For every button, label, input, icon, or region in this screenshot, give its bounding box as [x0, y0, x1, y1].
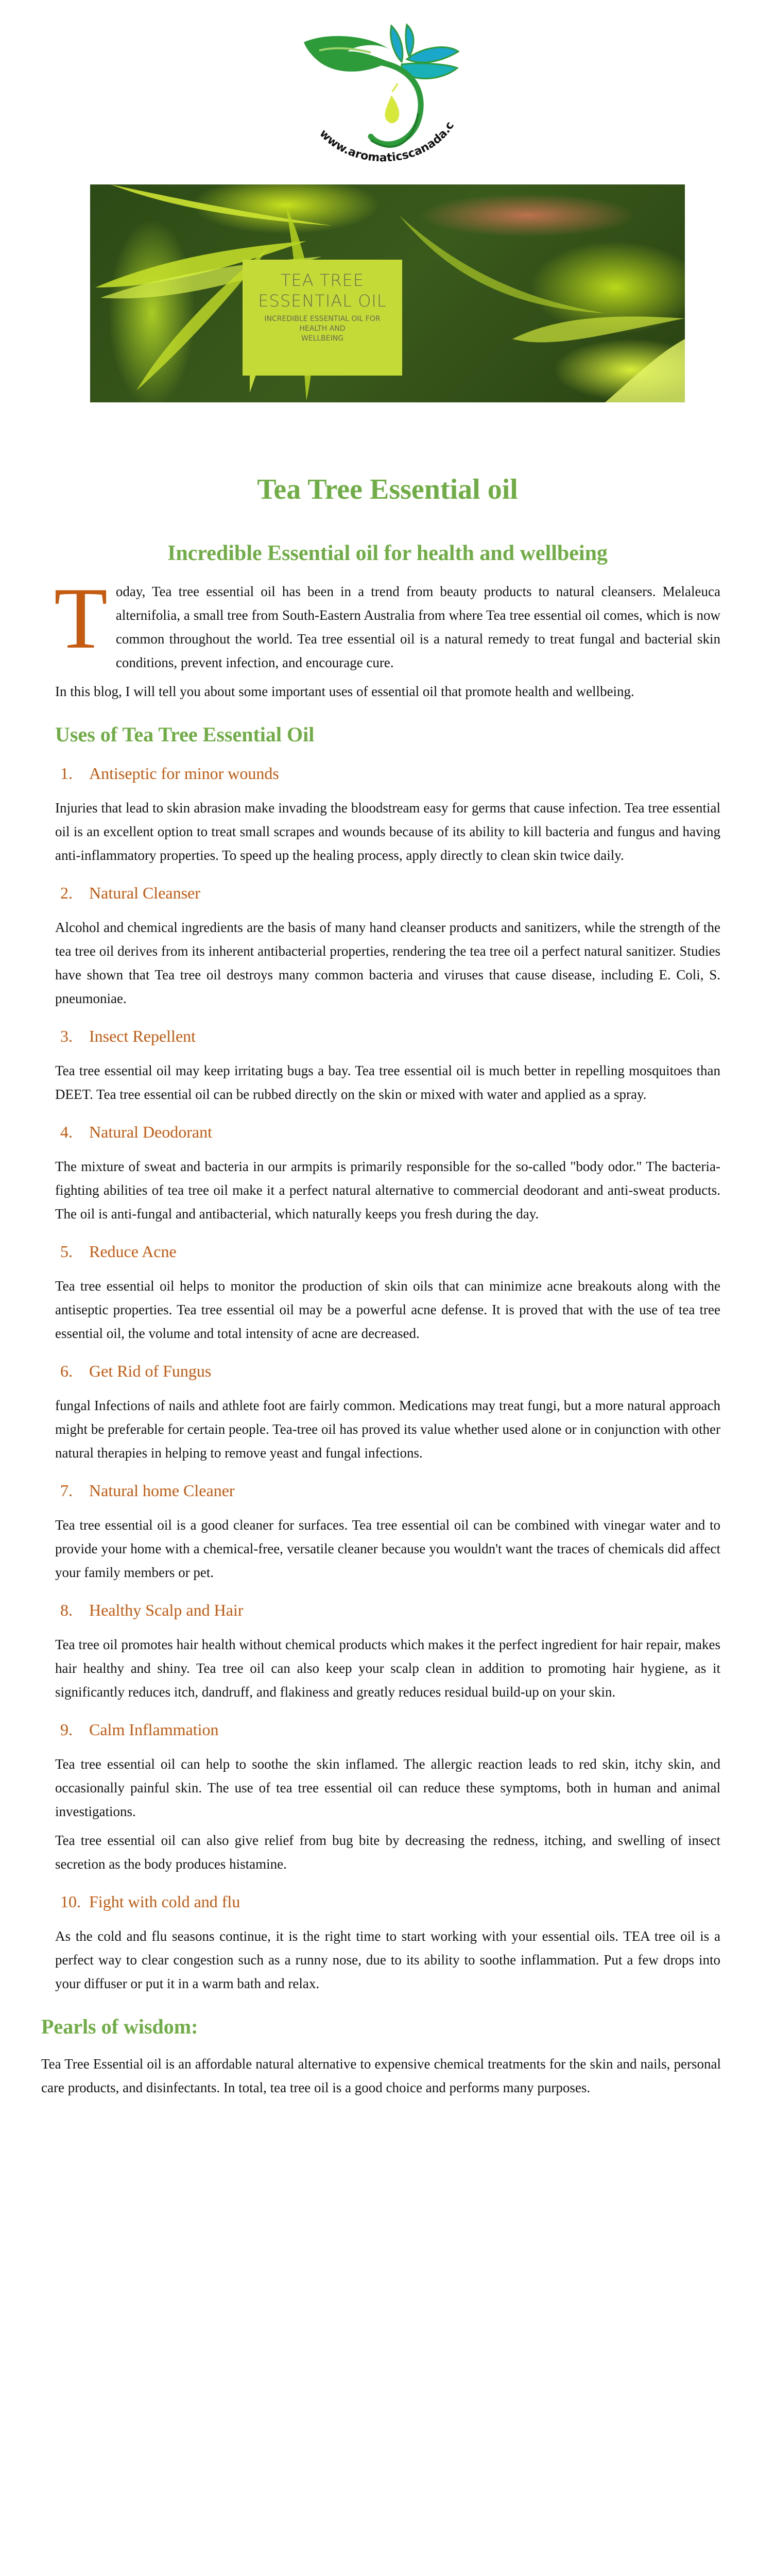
use-item-number: 7.: [60, 1481, 73, 1500]
use-item-heading: [60, 1600, 720, 1620]
use-item-heading: [60, 1122, 720, 1142]
use-item-paragraph: Injuries that lead to skin abrasion make invading the bloodstream easy for germs that cause infection. Tea tree essential oil is an excellent option to treat small scrapes and wounds because of its ability to kill bacteria and fungus and having anti-inflammatory properties. To speed up the healing process, apply directly to clean skin twice daily.: [55, 800, 720, 863]
intro-paragraph-2: In this blog, I will tell you about some important uses of essential oil that promote health and wellbeing.: [55, 684, 634, 699]
pearls-section: [41, 2014, 721, 2099]
use-item-number: 9.: [60, 1720, 73, 1739]
use-item-title: Fight with cold and flu: [89, 1892, 240, 1911]
drop-cap: T: [54, 570, 108, 667]
use-item-number: 2.: [60, 884, 73, 902]
hero-banner-image: [90, 184, 685, 402]
use-item-number: 6.: [60, 1362, 73, 1380]
intro-paragraph-1-text: oday, Tea tree essential oil has been in a trend from beauty products to natural cleansers. Melaleuca alternifolia, a small tree from South-Eastern Australia from where Tea tree essential oil comes, which is now common throughout the world. Tea tree essential oil is a natural remedy to treat fungal and bacterial skin conditions, prevent infection, and encourage cure.: [115, 584, 720, 670]
page-header-region: [0, 0, 775, 580]
use-item-paragraph: As the cold and flu seasons continue, it is the right time to start working with your essential oils. TEA tree oil is a perfect way to clear congestion such as a runny nose, due to its ability to soothe inflammation. Put a few drops into your diffuser or put it in a warm bath and relax.: [55, 1928, 720, 1991]
use-item-1: [55, 763, 720, 867]
banner-title-line-1: TEA TREE: [280, 270, 365, 290]
use-item-paragraph: Tea tree oil promotes hair health without chemical products which makes it the perfect ingredient for hair repair, makes hair healthy and shiny. Tea tree oil can also keep your scalp clean in addition to promoting hair hygiene, as it significantly reduces itch, dandruff, and flakiness and greatly reduces residual build-up on your skin.: [55, 1637, 720, 1700]
use-item-title: Get Rid of Fungus: [89, 1362, 212, 1380]
banner-speech-tail: [250, 375, 256, 393]
use-item-number: 8.: [60, 1601, 73, 1619]
page-title: Tea Tree Essential oil: [257, 473, 518, 505]
banner-title-box: [243, 260, 402, 376]
banner-title-line-2: ESSENTIAL OIL: [258, 291, 387, 311]
use-item-title: Natural home Cleaner: [89, 1481, 235, 1500]
use-item-number: 10.: [60, 1892, 81, 1911]
use-item-heading: [60, 1891, 720, 1912]
use-item-title: Healthy Scalp and Hair: [89, 1601, 244, 1619]
page-subtitle: Incredible Essential oil for health and wellbeing: [167, 541, 608, 565]
use-item-title: Reduce Acne: [89, 1242, 177, 1261]
use-item-heading: [60, 1241, 720, 1262]
use-item-10: [55, 1891, 720, 1995]
aromatics-canada-logo: [299, 10, 474, 165]
use-item-title: Antiseptic for minor wounds: [89, 764, 279, 783]
use-item-number: 5.: [60, 1242, 73, 1261]
use-item-4: [55, 1122, 720, 1226]
logo-url-text: www.aromaticscanada.c: [317, 119, 457, 165]
uses-heading: Uses of Tea Tree Essential Oil: [55, 723, 315, 746]
use-item-number: 1.: [60, 764, 73, 783]
use-item-2: [55, 883, 720, 1010]
use-item-paragraph: Alcohol and chemical ingredients are the basis of many hand cleanser products and sanitizers, while the strength of the tea tree oil derives from its inherent antibacterial properties, rendering the tea tree oil a perfect natural sanitizer. Studies have shown that Tea tree oil destroys many common bacteria and viruses that cause disease, including E. Coli, S. pneumoniae.: [55, 920, 720, 1006]
banner-subtitle-line-1: INCREDIBLE ESSENTIAL OIL FOR: [264, 315, 381, 323]
use-item-heading: [60, 883, 720, 903]
use-item-heading: [60, 1361, 720, 1381]
use-item-heading: [60, 1026, 720, 1046]
use-item-paragraph: Tea tree essential oil can also give relief from bug bite by decreasing the redness, itching, and swelling of insect secretion as the body produces histamine.: [55, 1833, 720, 1872]
use-item-5: [55, 1241, 720, 1345]
pearls-paragraph: Tea Tree Essential oil is an affordable natural alternative to expensive chemical treatments for the skin and nails, personal care products, and disinfectants. In total, tea tree oil is a good choice and performs many purposes.: [41, 2056, 721, 2095]
use-item-8: [55, 1600, 720, 1704]
use-item-heading: [60, 1719, 720, 1740]
use-item-paragraph: Tea tree essential oil can help to soothe the skin inflamed. The allergic reaction leads to red skin, itchy skin, and occasionally painful skin. The use of tea tree essential oil can reduce these symptoms, both in human and animal investigations.: [55, 1756, 720, 1819]
use-item-paragraph: Tea tree essential oil is a good cleaner for surfaces. Tea tree essential oil can be combined with vinegar water and to provide your home with a chemical-free, versatile cleaner because you wouldn't want the traces of chemicals did affect your family members or pet.: [55, 1517, 720, 1580]
use-item-title: Natural Cleanser: [89, 884, 200, 902]
use-item-title: Insect Repellent: [89, 1027, 196, 1045]
use-item-number: 4.: [60, 1123, 73, 1141]
article-body: [41, 570, 721, 2130]
use-item-number: 3.: [60, 1027, 73, 1045]
use-item-3: [55, 1026, 720, 1106]
use-item-paragraph: Tea tree essential oil helps to monitor the production of skin oils that can minimize acne breakouts along with the antiseptic properties. Tea tree essential oil may be a powerful acne defense. It is proved that with the use of tea tree essential oil, the volume and total intensity of acne are decreased.: [55, 1278, 720, 1341]
intro-section: [54, 570, 720, 703]
use-item-paragraph: The mixture of sweat and bacteria in our armpits is primarily responsible for the so-called "body odor." The bacteria-fighting abilities of tea tree oil make it a perfect natural alternative to commercial deodorant and anti-sweat products. The oil is anti-fungal and antibacterial, which naturally keeps you fresh during the day.: [55, 1159, 720, 1222]
use-item-6: [55, 1361, 720, 1465]
use-item-paragraph: Tea tree essential oil may keep irritating bugs a bay. Tea tree essential oil is much better in repelling mosquitoes than DEET. Tea tree essential oil can be rubbed directly on the skin or mixed with water and applied as a spray.: [55, 1063, 720, 1102]
use-item-paragraph: fungal Infections of nails and athlete foot are fairly common. Medications may treat fungi, but a more natural approach might be preferable for certain people. Tea-tree oil has proved its value whether used alone or in conjunction with other natural therapies in helping to remove yeast and fungal infections.: [55, 1398, 720, 1461]
leaf-logo-icon: [299, 10, 474, 165]
use-item-7: [55, 1480, 720, 1584]
intro-paragraph-1: [54, 570, 720, 674]
banner-subtitle-line-2: HEALTH AND: [299, 325, 346, 333]
use-item-9: [55, 1719, 720, 1876]
use-item-heading: [60, 1480, 720, 1501]
pearls-heading: Pearls of wisdom:: [41, 2015, 198, 2038]
use-item-title: Natural Deodorant: [89, 1123, 213, 1141]
use-item-heading: [60, 763, 720, 784]
banner-subtitle-line-3: WELLBEING: [301, 334, 344, 343]
use-item-title: Calm Inflammation: [89, 1720, 219, 1739]
